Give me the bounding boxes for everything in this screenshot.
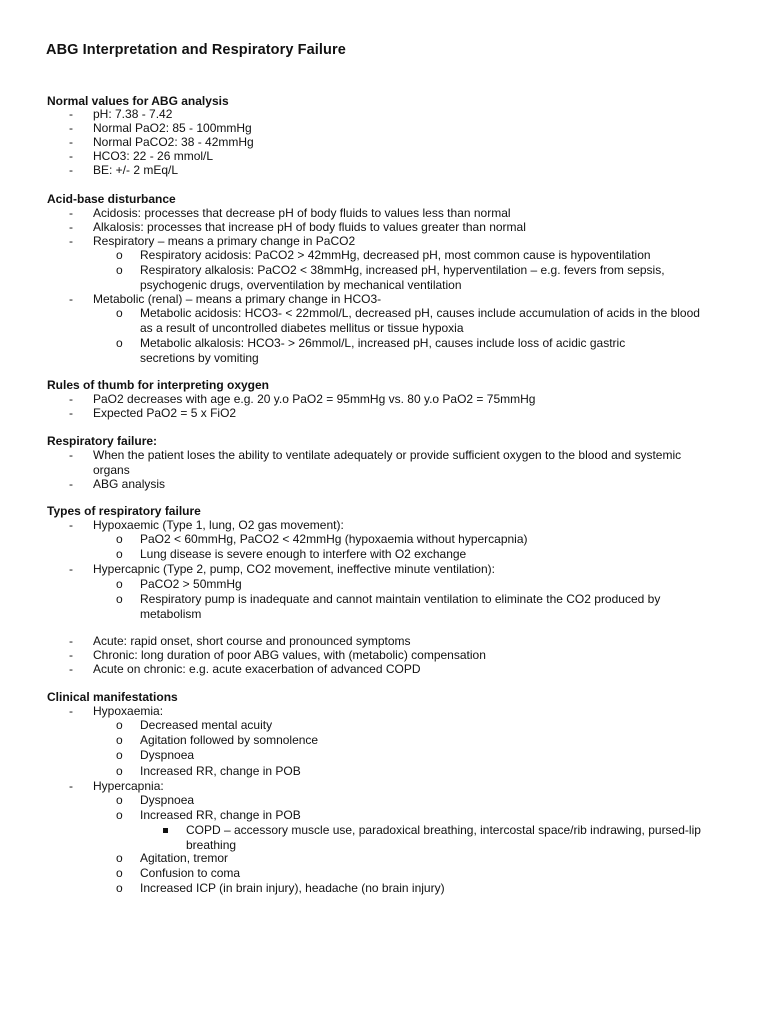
sub-list-item: Decreased mental acuity xyxy=(140,718,273,732)
circle-bullet: o xyxy=(116,764,123,778)
square-bullet-icon xyxy=(163,828,168,833)
dash-marker: - xyxy=(69,163,73,177)
section-heading-acid-base: Acid-base disturbance xyxy=(47,192,176,206)
circle-bullet: o xyxy=(116,577,123,591)
sub-list-item: Confusion to coma xyxy=(140,866,241,880)
dash-marker: - xyxy=(69,392,73,406)
dash-marker: - xyxy=(69,149,73,163)
section-heading-clinical: Clinical manifestations xyxy=(47,690,178,704)
list-item: Acidosis: processes that decrease pH of body fluids to values less than normal xyxy=(93,206,511,220)
circle-bullet: o xyxy=(116,547,123,561)
dash-marker: - xyxy=(69,135,73,149)
dash-marker: - xyxy=(69,292,73,306)
sub-list-item: Agitation, tremor xyxy=(140,851,229,865)
dash-marker: - xyxy=(69,518,73,532)
circle-bullet: o xyxy=(116,808,123,822)
dash-marker: - xyxy=(69,234,73,248)
section-heading-oxygen: Rules of thumb for interpreting oxygen xyxy=(47,378,270,392)
dash-marker: - xyxy=(69,477,73,491)
sub-list-item: Respiratory acidosis: PaCO2 > 42mmHg, decreased pH, most common cause is hypoventilation xyxy=(140,248,651,262)
circle-bullet: o xyxy=(116,718,123,732)
list-item: BE: +/- 2 mEq/L xyxy=(93,163,179,177)
section-heading-normal-values: Normal values for ABG analysis xyxy=(47,94,229,108)
dash-marker: - xyxy=(69,662,73,676)
list-item: Acute on chronic: e.g. acute exacerbation of advanced COPD xyxy=(93,662,421,676)
dash-marker: - xyxy=(69,220,73,234)
list-item: Metabolic (renal) – means a primary change in HCO3- xyxy=(93,292,382,306)
circle-bullet: o xyxy=(116,532,123,546)
dash-marker: - xyxy=(69,406,73,420)
dash-marker: - xyxy=(69,562,73,576)
sub-list-item: Lung disease is severe enough to interfere with O2 exchange xyxy=(140,547,467,561)
list-item: Alkalosis: processes that increase pH of body fluids to values greater than normal xyxy=(93,220,526,234)
sub-list-item: Respiratory pump is inadequate and cannot maintain ventilation to eliminate the CO2 produced by metabolism xyxy=(140,592,661,621)
list-item: Hypercapnia: xyxy=(93,779,164,793)
sub-list-item: Respiratory alkalosis: PaCO2 < 38mmHg, increased pH, hyperventilation – e.g. fevers from sepsis, psychogenic drugs, overventilation by mechanical ventilation xyxy=(140,263,665,292)
list-item: ABG analysis xyxy=(93,477,166,491)
circle-bullet: o xyxy=(116,748,123,762)
dash-marker: - xyxy=(69,648,73,662)
sub-list-item: Dyspnoea xyxy=(140,793,195,807)
section-heading-respiratory-failure: Respiratory failure: xyxy=(47,434,158,448)
sub-list-item: Agitation followed by somnolence xyxy=(140,733,319,747)
list-item: Expected PaO2 = 5 x FiO2 xyxy=(93,406,237,420)
list-item: Hypoxaemic (Type 1, lung, O2 gas movement): xyxy=(93,518,344,532)
sub-sub-list-item: COPD – accessory muscle use, paradoxical breathing, intercostal space/rib indrawing, pursed-lip breathing xyxy=(186,823,701,852)
dash-marker: - xyxy=(69,448,73,462)
dash-marker: - xyxy=(69,704,73,718)
list-item: Normal PaO2: 85 - 100mmHg xyxy=(93,121,252,135)
sub-list-item: PaCO2 > 50mmHg xyxy=(140,577,242,591)
sub-list-item: Metabolic alkalosis: HCO3- > 26mmol/L, increased pH, causes include loss of acidic gastric secretions by vomiting xyxy=(140,336,626,365)
circle-bullet: o xyxy=(116,866,123,880)
dash-marker: - xyxy=(69,107,73,121)
circle-bullet: o xyxy=(116,263,123,277)
list-item: pH: 7.38 - 7.42 xyxy=(93,107,173,121)
dash-marker: - xyxy=(69,206,73,220)
circle-bullet: o xyxy=(116,881,123,895)
circle-bullet: o xyxy=(116,793,123,807)
sub-list-item: Increased RR, change in POB xyxy=(140,764,301,778)
list-item: Chronic: long duration of poor ABG values, with (metabolic) compensation xyxy=(93,648,486,662)
sub-list-item: Increased ICP (in brain injury), headache (no brain injury) xyxy=(140,881,445,895)
list-item: Normal PaCO2: 38 - 42mmHg xyxy=(93,135,254,149)
dash-marker: - xyxy=(69,121,73,135)
sub-list-item: PaO2 < 60mmHg, PaCO2 < 42mmHg (hypoxaemia without hypercapnia) xyxy=(140,532,528,546)
sub-list-item: Metabolic acidosis: HCO3- < 22mmol/L, decreased pH, causes include accumulation of acids in the blood as a result of uncontrolled diabetes mellitus or tissue hypoxia xyxy=(140,306,700,335)
circle-bullet: o xyxy=(116,592,123,606)
list-item: Hypercapnic (Type 2, pump, CO2 movement, ineffective minute ventilation): xyxy=(93,562,495,576)
circle-bullet: o xyxy=(116,248,123,262)
list-item: When the patient loses the ability to ventilate adequately or provide sufficient oxygen to the blood and systemic organs xyxy=(93,448,682,477)
page-title: ABG Interpretation and Respiratory Failure xyxy=(46,42,346,58)
list-item: PaO2 decreases with age e.g. 20 y.o PaO2 = 95mmHg vs. 80 y.o PaO2 = 75mmHg xyxy=(93,392,536,406)
list-item: HCO3: 22 - 26 mmol/L xyxy=(93,149,214,163)
dash-marker: - xyxy=(69,779,73,793)
section-heading-types: Types of respiratory failure xyxy=(47,504,201,518)
circle-bullet: o xyxy=(116,336,123,350)
list-item: Respiratory – means a primary change in PaCO2 xyxy=(93,234,356,248)
circle-bullet: o xyxy=(116,306,123,320)
circle-bullet: o xyxy=(116,851,123,865)
circle-bullet: o xyxy=(116,733,123,747)
list-item: Hypoxaemia: xyxy=(93,704,164,718)
dash-marker: - xyxy=(69,634,73,648)
sub-list-item: Dyspnoea xyxy=(140,748,195,762)
sub-list-item: Increased RR, change in POB xyxy=(140,808,301,822)
list-item: Acute: rapid onset, short course and pronounced symptoms xyxy=(93,634,411,648)
